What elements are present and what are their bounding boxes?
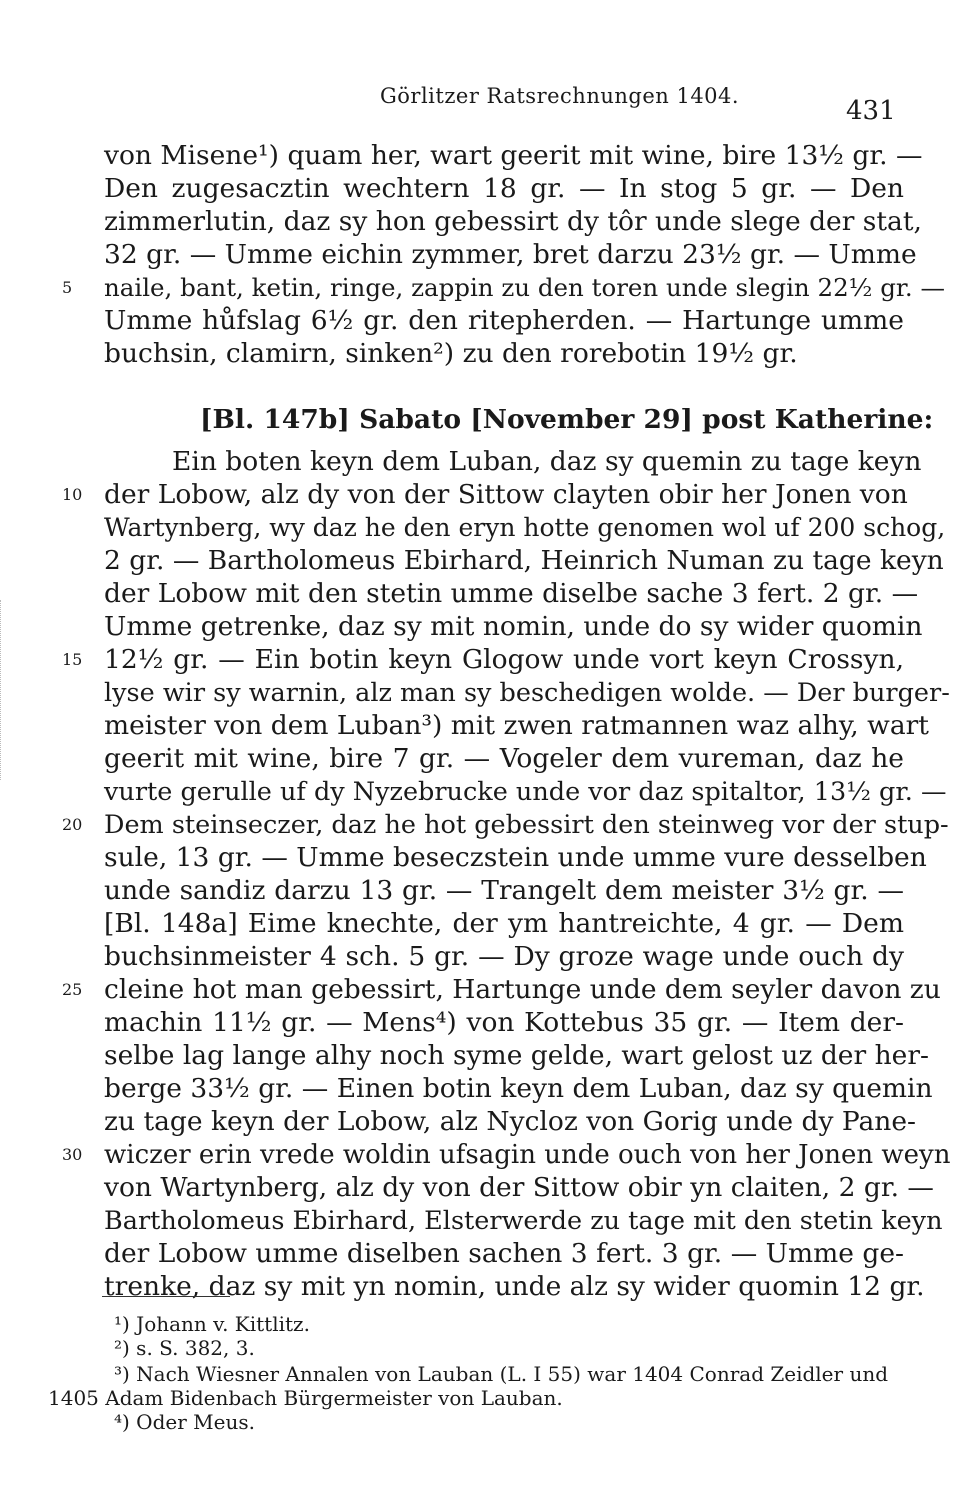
line-number: 15: [62, 650, 83, 669]
text-line: buchsinmeister 4 sch. 5 gr. — Dy groze wage unde ouch dy: [104, 941, 904, 972]
text-line: meister von dem Luban³) mit zwen ratmannen waz alhy, wart: [104, 710, 929, 741]
text-line: zimmerlutin, daz sy hon gebessirt dy tôr unde slege der stat,: [104, 206, 922, 237]
footnote: ²) s. S. 382, 3.: [114, 1336, 255, 1360]
line-number: 30: [62, 1145, 83, 1164]
text-line: 2 gr. — Bartholomeus Ebirhard, Heinrich Numan zu tage keyn: [104, 545, 944, 576]
text-line: 12½ gr. — Ein botin keyn Glogow unde vort keyn Crossyn,: [104, 644, 904, 675]
text-line: machin 11½ gr. — Mens⁴) von Kottebus 35 gr. — Item der-: [104, 1007, 904, 1038]
line-number: 20: [62, 815, 83, 834]
text-line: unde sandiz darzu 13 gr. — Trangelt dem meister 3½ gr. —: [104, 875, 904, 906]
text-line: Umme hůfslag 6½ gr. den ritepherden. — Hartunge umme: [104, 305, 904, 336]
text-line: lyse wir sy warnin, alz man sy beschedigen wolde. — Der burger-: [104, 678, 950, 708]
text-line: Wartynberg, wy daz he den eryn hotte genomen wol uf 200 schog,: [104, 513, 946, 542]
footnote: ¹) Johann v. Kittlitz.: [114, 1312, 310, 1336]
text-line: Den zugesacztin wechtern 18 gr. — In stog 5 gr. — Den: [104, 173, 904, 204]
text-line: von Misene¹) quam her, wart geerit mit wine, bire 13½ gr. —: [104, 140, 923, 171]
text-line: zu tage keyn der Lobow, alz Nycloz von Gorig unde dy Pane-: [104, 1106, 917, 1137]
text-line: buchsin, clamirn, sinken²) zu den rorebotin 19½ gr.: [104, 338, 798, 369]
text-line: der Lobow, alz dy von der Sittow clayten obir her Jonen von: [104, 479, 908, 510]
text-line: Ein boten keyn dem Luban, daz sy quemin zu tage keyn: [172, 446, 922, 477]
text-line: wiczer erin vrede woldin ufsagin unde ouch von her Jonen weyn: [104, 1140, 951, 1170]
running-head: Görlitzer Ratsrechnungen 1404.: [380, 84, 740, 108]
text-line: cleine hot man gebessirt, Hartunge unde dem seyler davon zu: [104, 974, 941, 1005]
text-line: Umme getrenke, daz sy mit nomin, unde do sy wider quomin: [104, 611, 923, 642]
text-line: berge 33½ gr. — Einen botin keyn dem Luban, daz sy quemin: [104, 1073, 933, 1104]
line-number: 10: [62, 485, 83, 504]
text-line: naile, bant, ketin, ringe, zappin zu den toren unde slegin 22½ gr. —: [104, 273, 945, 302]
line-number: 25: [62, 980, 83, 999]
text-line: der Lobow umme diselben sachen 3 fert. 3 gr. — Umme ge-: [104, 1238, 904, 1269]
footnote: 1405 Adam Bidenbach Bürgermeister von Lauban.: [48, 1386, 563, 1410]
text-line: [Bl. 148a] Eime knechte, der ym hantreichte, 4 gr. — Dem: [104, 908, 904, 939]
text-line: trenke, daz sy mit yn nomin, unde alz sy wider quomin 12 gr.: [104, 1271, 925, 1302]
text-line: sule, 13 gr. — Umme beseczstein unde umme vure desselben: [104, 842, 927, 873]
footnote: ⁴) Oder Meus.: [114, 1410, 255, 1434]
text-line: Dem steinseczer, daz he hot gebessirt den steinweg vor der stup-: [104, 810, 949, 840]
text-line: 32 gr. — Umme eichin zymmer, bret darzu 23½ gr. — Umme: [104, 239, 917, 270]
text-line: Bartholomeus Ebirhard, Elsterwerde zu tage mit den stetin keyn: [104, 1206, 943, 1236]
footnote: ³) Nach Wiesner Annalen von Lauban (L. I 55) war 1404 Conrad Zeidler und: [114, 1362, 889, 1386]
footnote-rule: [102, 1296, 230, 1297]
margin-marks: [0, 600, 7, 780]
text-line: vurte gerulle uf dy Nyzebrucke unde vor daz spitaltor, 13½ gr. —: [104, 777, 947, 807]
text-line: geerit mit wine, bire 7 gr. — Vogeler dem vureman, daz he: [104, 743, 904, 774]
section-heading: [Bl. 147b] Sabato [November 29] post Katherine:: [200, 404, 934, 435]
text-line: selbe lag lange alhy noch syme gelde, wart gelost uz der her-: [104, 1040, 929, 1071]
line-number: 5: [62, 278, 73, 297]
text-line: der Lobow mit den stetin umme diselbe sache 3 fert. 2 gr. —: [104, 578, 919, 609]
page-number: 431: [846, 96, 896, 126]
text-line: von Wartynberg, alz dy von der Sittow obir yn claiten, 2 gr. —: [104, 1172, 934, 1203]
